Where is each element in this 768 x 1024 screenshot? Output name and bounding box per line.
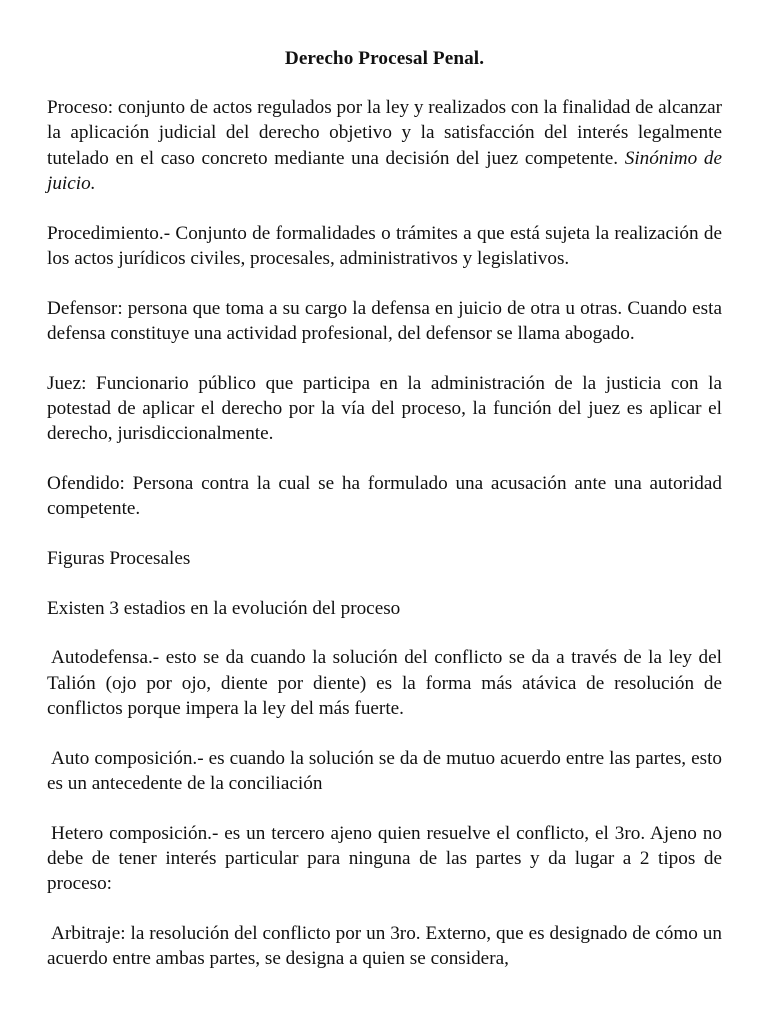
document-title: Derecho Procesal Penal. [284, 48, 485, 69]
paragraph-proceso [47, 95, 722, 196]
paragraph-estadios: Existen 3 estadios en la evolución del proceso [47, 597, 401, 619]
paragraph-auto-composicion: Auto composición.- es cuando la solución se da de mutuo acuerdo entre las partes, esto es un antecedente de la conciliación [47, 747, 722, 794]
document-page [47, 46, 722, 996]
paragraph-hetero-composicion: Hetero composición.- es un tercero ajeno quien resuelve el conflicto, el 3ro. Ajeno no debe de tener interés particular para ninguna de las partes y da lugar a 2 tipos de proceso: [47, 822, 722, 895]
paragraph-juez: Juez: Funcionario público que participa en la administración de la justicia con la potestad de aplicar el derecho por la vía del proceso, la función del juez es aplicar el derecho, jurisdiccionalmente. [47, 372, 722, 445]
paragraph-autodefensa: Autodefensa.- esto se da cuando la solución del conflicto se da a través de la ley del Talión (ojo por ojo, diente por diente) es la forma más atávica de resolución de conflictos porque impera la ley del más fuerte. [47, 647, 722, 719]
paragraph-procedimiento: Procedimiento.- Conjunto de formalidades o trámites a que está sujeta la realización de los actos jurídicos civiles, procesales, administrativos y legislativos. [47, 222, 722, 269]
paragraph-italic-note: Sinónimo de juicio. [47, 147, 722, 194]
section-heading-figuras-procesales: Figuras Procesales [47, 547, 191, 569]
paragraph-text: Proceso: conjunto de actos regulados por la ley y realizados con la finalidad de alcanzar la aplicación judicial del derecho objetivo y la satisfacción del interés legalmente tutelado en el caso concreto mediante una decisión del juez competente. [47, 97, 722, 169]
paragraph-ofendido: Ofendido: Persona contra la cual se ha formulado una acusación ante una autoridad competente. [47, 472, 722, 520]
paragraph-arbitraje: Arbitraje: la resolución del conflicto por un 3ro. Externo, que es designado de cómo un acuerdo entre ambas partes, se designa a quien se considera, [47, 922, 722, 970]
paragraph-defensor: Defensor: persona que toma a su cargo la defensa en juicio de otra u otras. Cuando esta defensa constituye una actividad profesional, del defensor se llama abogado. [47, 297, 722, 344]
